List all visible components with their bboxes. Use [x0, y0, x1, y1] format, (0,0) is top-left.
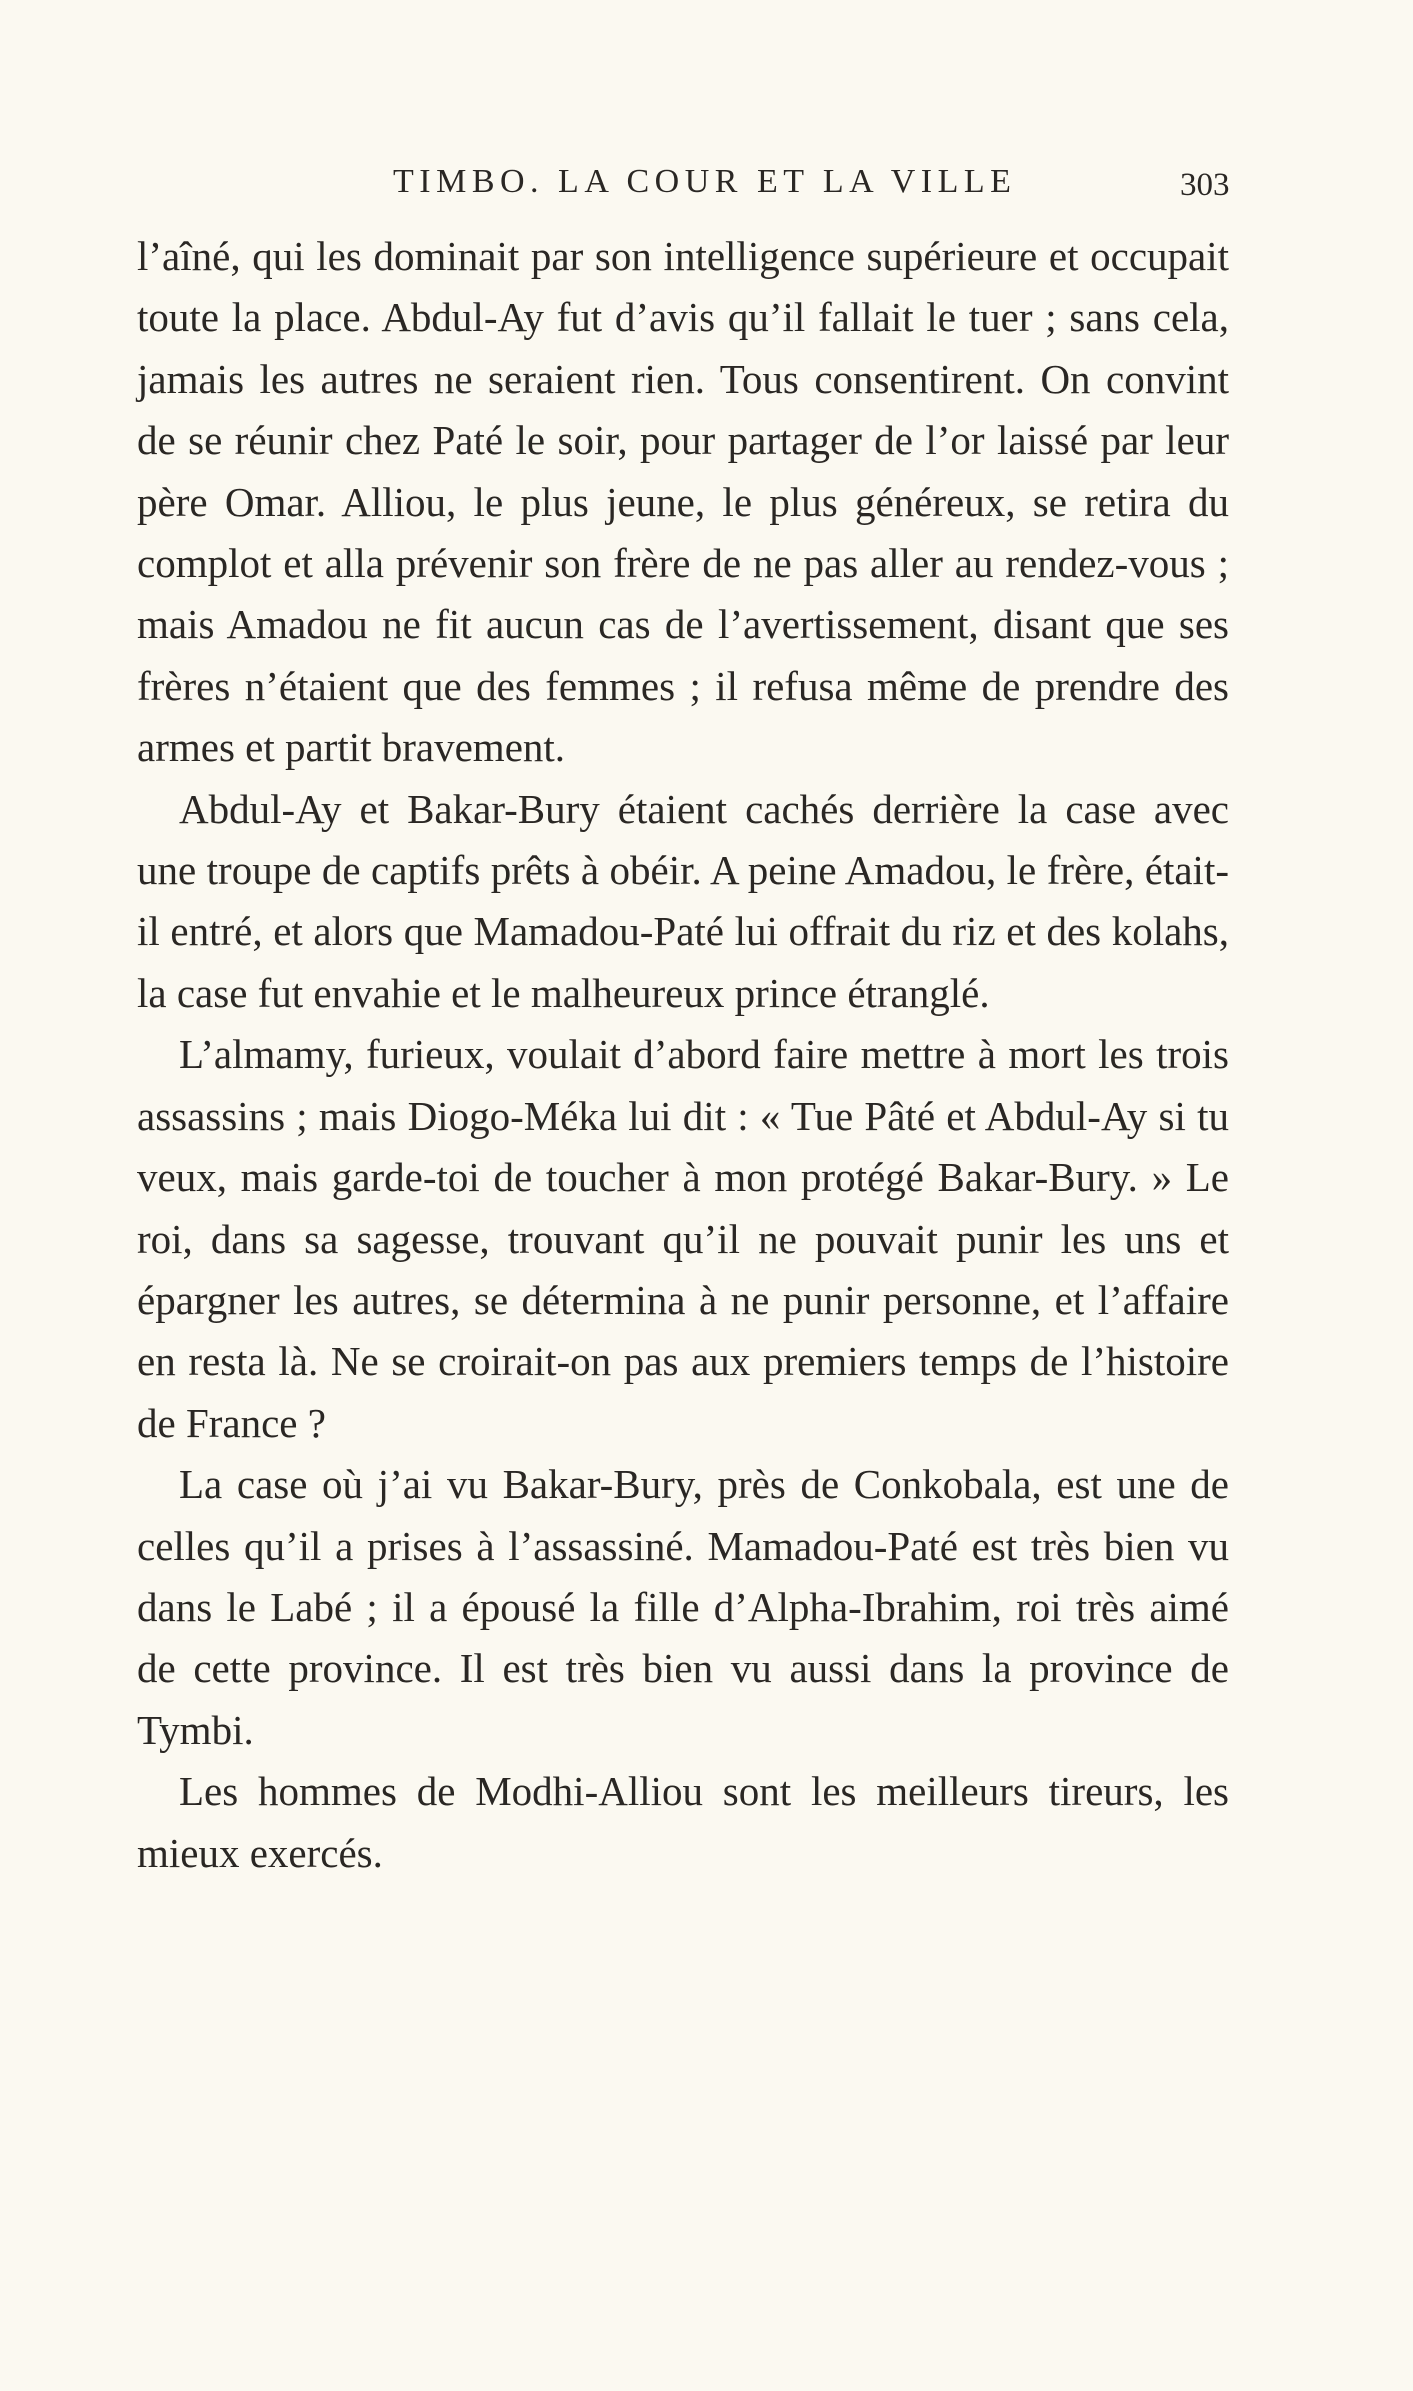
running-title: TIMBO. LA COUR ET LA VILLE — [393, 163, 1017, 200]
paragraph: Les hommes de Modhi-Alliou sont les meilleurs tireurs, les mieux exercés. — [137, 1768, 1229, 1876]
paragraph: Abdul-Ay et Bakar-Bury étaient cachés derrière la case avec une troupe de captifs prêts à obéir. A peine Amadou, le frère, était-il entré, et alors que Mamadou-Paté lui offrait du riz et des kolahs, la case fut envahie et le malheureux prince étranglé. — [137, 785, 1229, 1016]
paragraph: L’almamy, furieux, voulait d’abord faire mettre à mort les trois assassins ; mais Diogo-Méka lui dit : « Tue Pâté et Abdul-Ay si tu veux, mais garde-toi de toucher à mon protégé Bakar-Bury. » Le roi, dans sa sagesse, trouvant qu’il ne pouvait punir les uns et épargner les autres, se détermina à ne punir personne, et l’affaire en resta là. Ne se croirait-on pas aux premiers temps de l’histoire de France ? — [137, 1031, 1229, 1446]
paragraph-continued: l’aîné, qui les dominait par son intelligence supérieure et occupait toute la place. Abdul-Ay fut d’avis qu’il fallait le tuer ; sans cela, jamais les autres ne seraient rien. Tous consentirent. On convint de se réunir chez Paté le soir, pour partager de l’or laissé par leur père Omar. Alliou, le plus jeune, le plus généreux, se retira du complot et alla prévenir son frère de ne pas aller au rendez-vous ; mais Amadou ne fit aucun cas de l’avertissement, disant que ses frères n’étaient que des femmes ; il refusa même de prendre des armes et partit bravement. — [137, 233, 1229, 771]
paragraph: La case où j’ai vu Bakar-Bury, près de Conkobala, est une de celles qu’il a prises à l’assassiné. Mamadou-Paté est très bien vu dans le Labé ; il a épousé la fille d’Alpha-Ibrahim, roi très aimé de cette province. Il est très bien vu aussi dans la province de Tymbi. — [137, 1461, 1229, 1753]
running-head — [0, 160, 1413, 210]
page-number: 303 — [1180, 167, 1230, 203]
body-text — [137, 226, 1229, 1884]
